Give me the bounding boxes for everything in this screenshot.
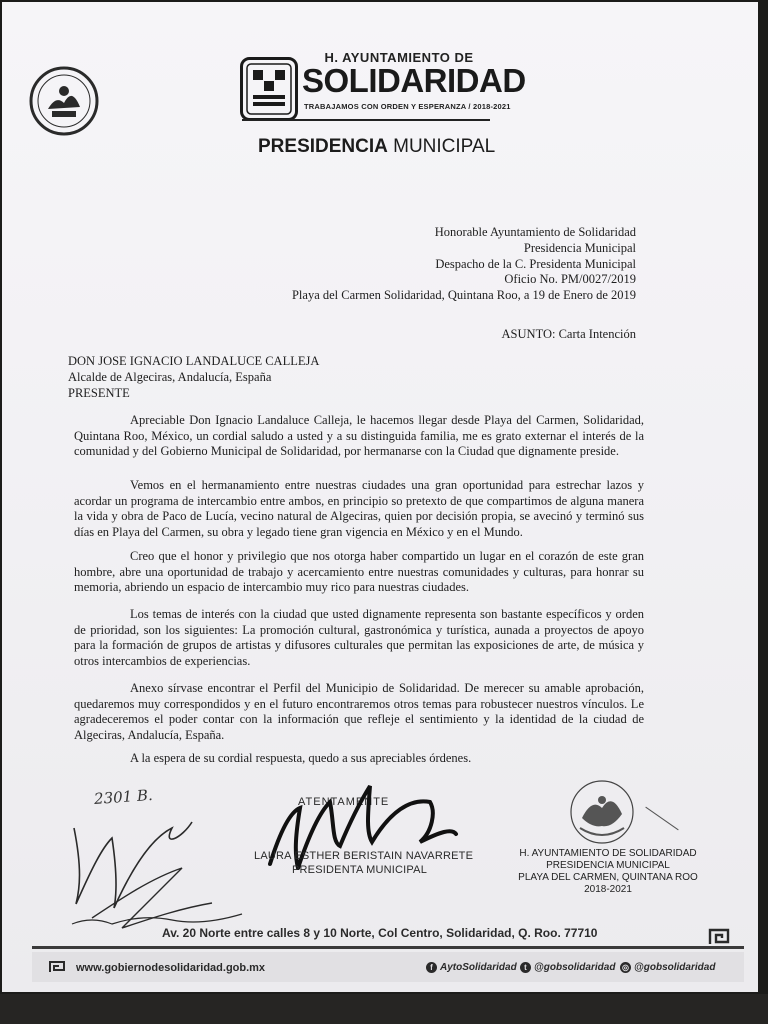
stamp-line-2: PRESIDENCIA MUNICIPAL xyxy=(546,860,670,871)
stamp-line-3: PLAYA DEL CARMEN, QUINTANA ROO xyxy=(518,872,698,883)
recipient-title: Alcalde de Algeciras, Andalucía, España xyxy=(68,370,272,384)
brand-slogan: TRABAJAMOS CON ORDEN Y ESPERANZA / 2018-2021 xyxy=(304,102,511,111)
greek-key-icon xyxy=(708,928,730,946)
stamp-line-1: H. AYUNTAMIENTO DE SOLIDARIDAD xyxy=(519,848,697,859)
recipient-name: DON JOSE IGNACIO LANDALUCE CALLEJA xyxy=(68,354,320,368)
recipient-presente: PRESENTE xyxy=(68,386,130,400)
twitter-icon: t xyxy=(520,962,531,973)
closing-line: A la espera de su cordial respuesta, quedo a sus apreciables órdenes. xyxy=(130,751,472,765)
department-heading-bold: PRESIDENCIA xyxy=(258,136,388,157)
handwritten-note: 2301 B. xyxy=(93,785,154,809)
twitter-link[interactable] xyxy=(520,962,615,973)
sender-line-1: Honorable Ayuntamiento de Solidaridad xyxy=(434,225,636,239)
paragraph-1: Apreciable Don Ignacio Landaluce Calleja, le hacemos llegar desde Playa del Carmen, Solidaridad, Quintana Roo, México, un cordial saludo a usted y a su distinguida familia, me es grato externar el interés de la comunidad y del Gobierno Municipal de Solidaridad, por hermanarse con la Ciudad que dignamente preside. xyxy=(74,413,644,458)
subject-line: ASUNTO: Carta Intención xyxy=(501,327,636,341)
brand-top-text: H. AYUNTAMIENTO DE xyxy=(324,50,474,65)
paragraph-4: Los temas de interés con la ciudad que usted dignamente representa son bastante específicos y orden de prioridad, son los siguientes: La promoción cultural, gastronómica y turística, aunada a proyectos de apoyo para la formación de grupos de artistas y difusores culturales que permitan las exposiciones de arte, de música y otros intercambios de experiencias. xyxy=(74,607,644,668)
department-heading xyxy=(258,136,495,158)
sender-line-3: Despacho de la C. Presidenta Municipal xyxy=(435,257,636,271)
brand-divider xyxy=(242,119,490,121)
twitter-handle: @gobsolidaridad xyxy=(534,962,616,973)
stamp-mark xyxy=(645,807,678,831)
letter-page xyxy=(2,2,758,992)
place-date: Playa del Carmen Solidaridad, Quintana Roo, a 19 de Enero de 2019 xyxy=(291,288,636,302)
facebook-handle: AytoSolidaridad xyxy=(440,962,517,973)
atentamente-label: ATENTAMENTE xyxy=(298,796,390,808)
solidaridad-logo-icon xyxy=(240,57,298,121)
mexico-seal-icon xyxy=(568,778,636,846)
department-heading-rest: MUNICIPAL xyxy=(387,136,496,157)
instagram-handle: @gobsolidaridad xyxy=(634,962,716,973)
paragraph-5: Anexo sírvase encontrar el Perfil del Municipio de Solidaridad. De merecer su amable aprobación, quedaremos muy correspondidos y en el futuro encontraremos otros temas para robustecer nuestros vínculos. Le agradeceremos el poder contar con la información que refleje el sentimiento y la identidad de la ciudad de Algeciras, Andalucía, España. xyxy=(74,681,644,742)
instagram-link[interactable] xyxy=(620,962,715,973)
paragraph-3: Creo que el honor y privilegio que nos otorga haber compartido un lugar en el corazón de este gran hombre, abre una oportunidad de trabajo y acercamiento entre nuestras comunidades y culturas, para honrar su memoria, abriendo un espacio de intercambio muy rico para nuestras ciudades. xyxy=(74,549,644,594)
greek-key-small-icon xyxy=(48,960,66,974)
instagram-icon: ◎ xyxy=(620,962,631,973)
office-number: Oficio No. PM/0027/2019 xyxy=(504,272,636,286)
facebook-link[interactable] xyxy=(426,962,517,973)
footer-divider xyxy=(32,946,744,949)
signer-name: LAURA ESTHER BERISTAIN NAVARRETE xyxy=(254,850,474,862)
table-surface xyxy=(0,994,768,1024)
facebook-icon: f xyxy=(426,962,437,973)
signer-position: PRESIDENTA MUNICIPAL xyxy=(292,864,428,876)
paragraph-2: Vemos en el hermanamiento entre nuestras ciudades una gran oportunidad para estrechar lazos y acordar un programa de intercambio entre ambos, en principio so pretexto de que compartimos de alguna manera la vida y obra de Paco de Lucía, vecino natural de Algeciras, quien por decisión propia, se avecinó y terminó sus días en Playa del Carmen, su obra y legado tiene gran vigencia en México y en el Mundo. xyxy=(74,478,644,539)
brand-name: SOLIDARIDAD xyxy=(302,62,526,99)
municipal-seal-icon xyxy=(28,65,100,137)
footer-address: Av. 20 Norte entre calles 8 y 10 Norte, Col Centro, Solidaridad, Q. Roo. 77710 xyxy=(162,926,598,940)
stamp-line-4: 2018-2021 xyxy=(584,884,632,895)
footer-website[interactable]: www.gobiernodesolidaridad.gob.mx xyxy=(76,962,266,974)
sender-line-2: Presidencia Municipal xyxy=(523,241,636,255)
